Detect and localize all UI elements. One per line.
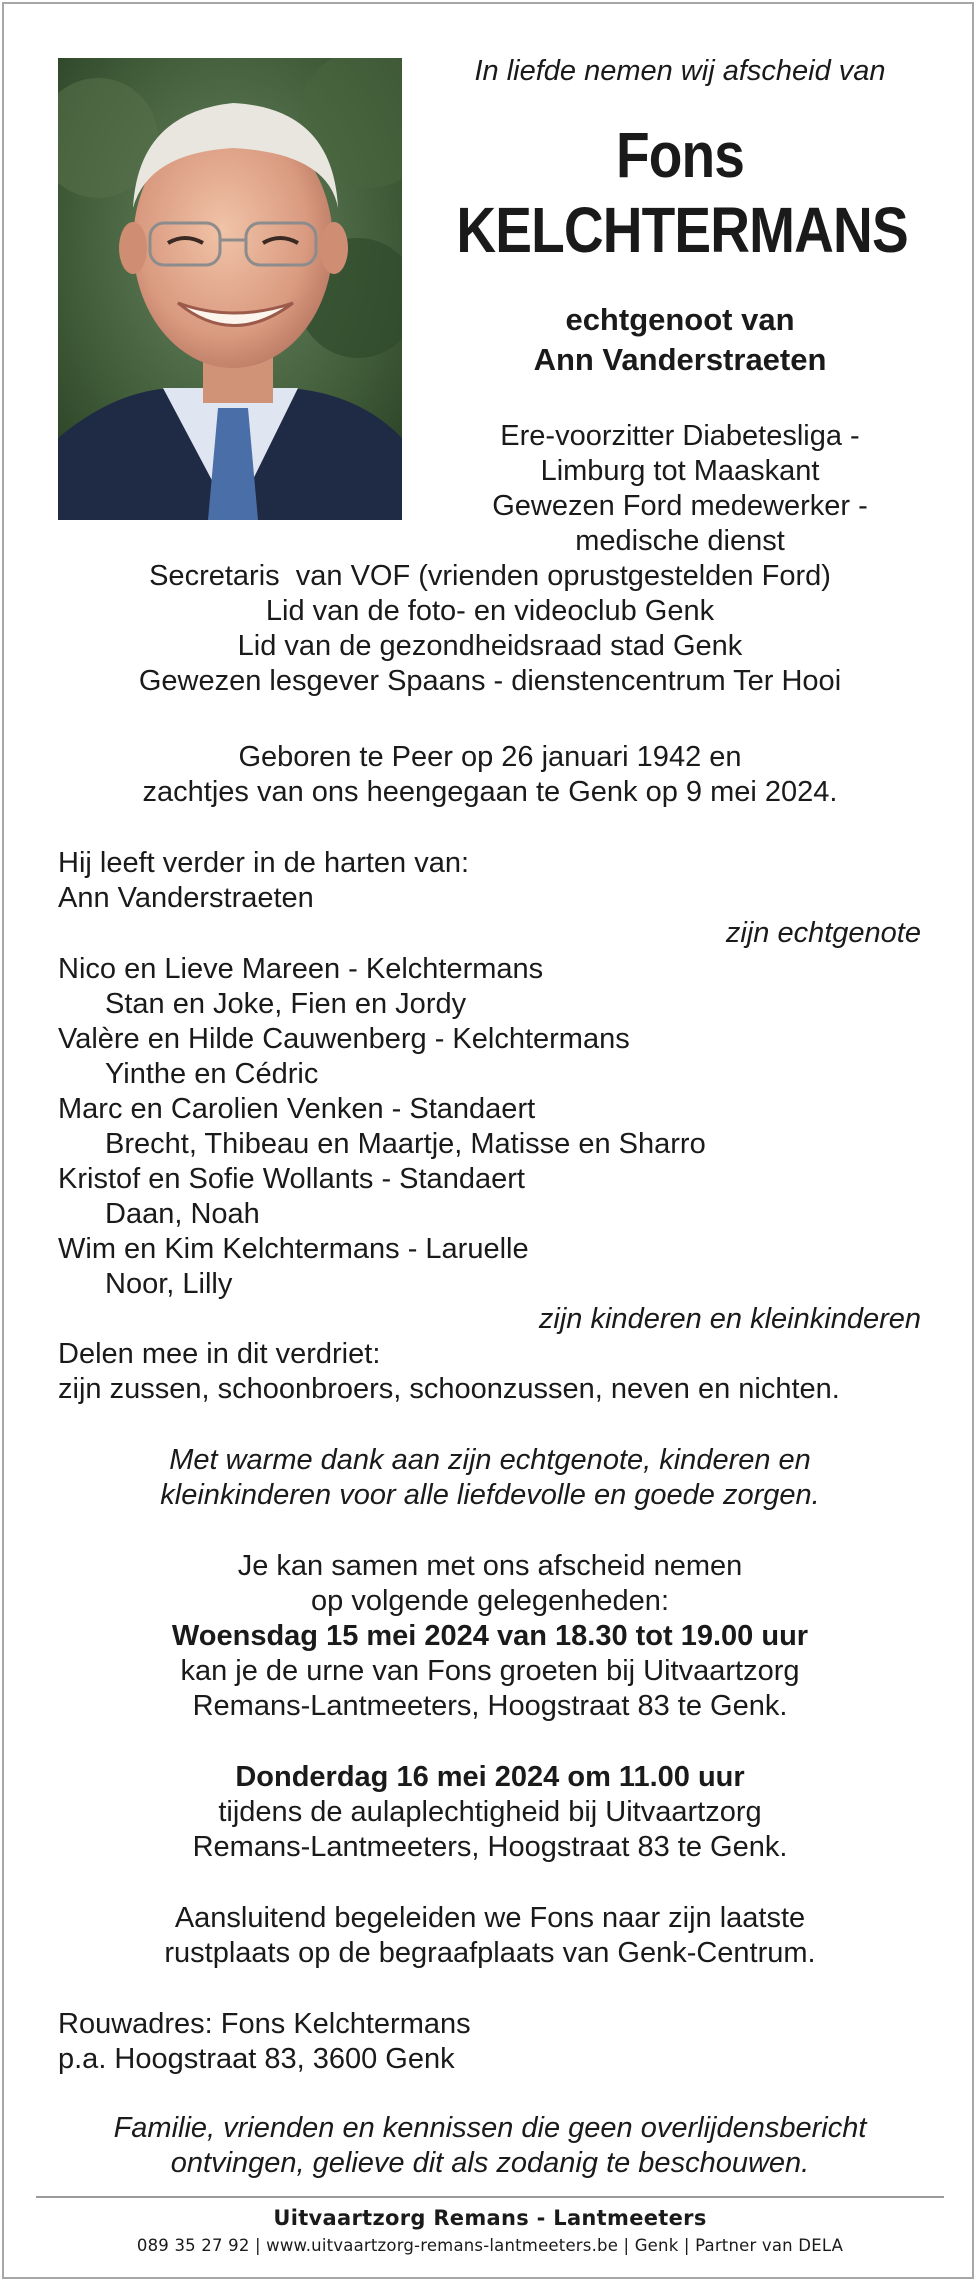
share-line: Delen mee in dit verdriet: xyxy=(58,1338,381,1370)
role-line: Gewezen Ford medewerker - xyxy=(492,490,868,522)
family-line: Valère en Hilde Cauwenberg - Kelchtermans xyxy=(58,1023,630,1055)
spouse-name-heading: Ann Vanderstraeten xyxy=(533,342,827,377)
burial-line: rustplaats op de begraafplaats van Genk-Centrum. xyxy=(164,1937,816,1969)
notice-line: ontvingen, gelieve dit als zodanig te beschouwen. xyxy=(170,2147,810,2179)
funeral-home-contact: 089 35 27 92 | www.uitvaartzorg-remans-lantmeeters.be | Genk | Partner van DELA xyxy=(136,2236,844,2255)
family-line: Wim en Kim Kelchtermans - Laruelle xyxy=(58,1233,529,1265)
family-line: Nico en Lieve Mareen - Kelchtermans xyxy=(58,953,544,985)
footer-divider xyxy=(36,2196,944,2198)
deceased-first-name: Fons xyxy=(615,119,745,191)
event1-line: kan je de urne van Fons groeten bij Uitvaartzorg xyxy=(180,1655,800,1687)
spouse-line: Ann Vanderstraeten xyxy=(58,882,314,914)
family-line: Noor, Lilly xyxy=(105,1268,233,1300)
children-caption: zijn kinderen en kleinkinderen xyxy=(538,1303,921,1335)
family-line: Daan, Noah xyxy=(105,1198,260,1230)
family-line: Brecht, Thibeau en Maartje, Matisse en Sharro xyxy=(105,1128,706,1160)
share-line: zijn zussen, schoonbroers, schoonzussen, neven en nichten. xyxy=(58,1373,840,1405)
event1-title: Woensdag 15 mei 2024 van 18.30 tot 19.00 uur xyxy=(171,1620,809,1652)
role-line: Ere-voorzitter Diabetesliga - xyxy=(500,420,860,452)
deceased-last-name: KELCHTERMANS xyxy=(456,194,908,266)
family-line: Stan en Joke, Fien en Jordy xyxy=(105,988,467,1020)
thanks-line: kleinkinderen voor alle liefdevolle en goede zorgen. xyxy=(160,1479,820,1511)
burial-line: Aansluitend begeleiden we Fons naar zijn laatste xyxy=(174,1902,806,1934)
family-line: Yinthe en Cédric xyxy=(105,1058,319,1090)
birth-line: zachtjes van ons heengegaan te Genk op 9 mei 2024. xyxy=(142,776,838,808)
event2-line: tijdens de aulaplechtigheid bij Uitvaartzorg xyxy=(218,1796,762,1828)
survivors-intro: Hij leeft verder in de harten van: xyxy=(58,847,470,879)
role-line: medische dienst xyxy=(575,525,785,557)
intro-text: In liefde nemen wij afscheid van xyxy=(474,55,886,87)
thanks-line: Met warme dank aan zijn echtgenote, kinderen en xyxy=(169,1444,811,1476)
spouse-relation: echtgenoot van xyxy=(565,302,795,337)
role-line: Secretaris van VOF (vrienden oprustgestelden Ford) xyxy=(149,560,831,592)
role-line: Lid van de gezondheidsraad stad Genk xyxy=(237,630,743,662)
farewell-intro-line: op volgende gelegenheden: xyxy=(311,1585,669,1617)
event2-line: Remans-Lantmeeters, Hoogstraat 83 te Genk. xyxy=(192,1831,788,1863)
role-line: Limburg tot Maaskant xyxy=(540,455,820,487)
portrait-photo xyxy=(58,58,402,520)
farewell-intro-line: Je kan samen met ons afscheid nemen xyxy=(237,1550,743,1582)
role-line: Gewezen lesgever Spaans - dienstencentrum Ter Hooi xyxy=(138,665,842,697)
birth-line: Geboren te Peer op 26 januari 1942 en xyxy=(238,741,742,773)
family-line: Marc en Carolien Venken - Standaert xyxy=(58,1093,536,1125)
address-line: p.a. Hoogstraat 83, 3600 Genk xyxy=(58,2043,455,2075)
role-line: Lid van de foto- en videoclub Genk xyxy=(265,595,715,627)
spouse-caption: zijn echtgenote xyxy=(725,917,921,949)
event1-line: Remans-Lantmeeters, Hoogstraat 83 te Genk. xyxy=(192,1690,788,1722)
family-line: Kristof en Sofie Wollants - Standaert xyxy=(58,1163,525,1195)
notice-line: Familie, vrienden en kennissen die geen overlijdensbericht xyxy=(113,2112,867,2144)
event2-title: Donderdag 16 mei 2024 om 11.00 uur xyxy=(235,1761,745,1793)
funeral-home-name: Uitvaartzorg Remans - Lantmeeters xyxy=(273,2206,707,2230)
address-line: Rouwadres: Fons Kelchtermans xyxy=(58,2008,471,2040)
